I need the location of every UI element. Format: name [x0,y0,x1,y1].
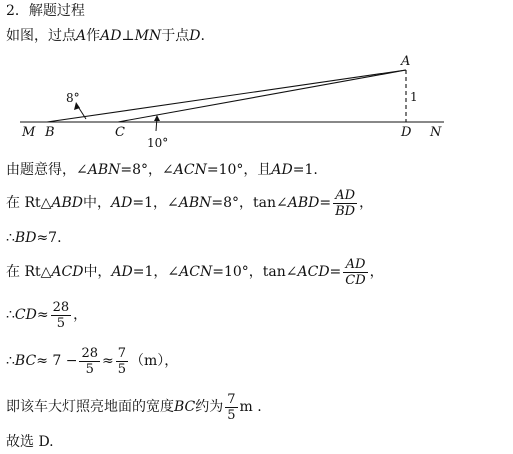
label-c: C [115,125,125,140]
fraction-ad-cd: $\frac{AD}{CD}$ [345,256,366,288]
arrow-10-head [154,115,160,121]
label-n: N [430,125,442,140]
fraction-28-5-b: $\frac{28}{5}$ [81,345,99,377]
tan-acd-line: 在 Rt△ACD中，AD=1，∠ACN=10°，tan∠ACD= $\frac{AD}{CD}$ ， [6,256,384,288]
label-m: M [22,125,36,140]
label-angle-10: 10° [147,136,169,150]
cd-result-line: ∴CD≈ $\frac{28}{5}$ ， [6,299,88,331]
label-d: D [401,125,412,140]
label-angle-8: 8° [66,91,80,105]
line-ab [47,70,406,122]
fraction-28-5: $\frac{28}{5}$ [52,299,70,331]
conclusion-line: 即该车大灯照亮地面的宽度BC约为 $\frac{7}{5}$ m . [6,391,262,423]
label-a: A [401,54,411,69]
answer-line: 故选 D. [6,434,54,450]
fraction-7-5: $\frac{7}{5}$ [117,345,127,377]
solution-heading: 2．解题过程 [6,3,85,19]
given-line: 由题意得，∠ABN=8°，∠ACN=10°，且AD=1. [6,162,318,178]
label-b: B [45,125,55,140]
line-ac [118,70,406,122]
intro-line: 如图，过点A作AD⊥MN于点D. [6,28,205,44]
label-ad-length: 1 [410,90,418,104]
fraction-7-5-b: $\frac{7}{5}$ [227,391,236,423]
fraction-ad-bd: $\frac{AD}{BD}$ [335,187,356,219]
bd-result-line: ∴BD≈7. [6,230,62,246]
geometry-figure [0,50,513,160]
tan-abd-line: 在 Rt△ABD中，AD=1，∠ABN=8°，tan∠ABD= $\frac{AD}{BD}$ ， [6,187,374,219]
bc-result-line: ∴BC≈ 7 − $\frac{28}{5}$ ≈ $\frac{7}{5}$ （m）， [6,345,179,377]
